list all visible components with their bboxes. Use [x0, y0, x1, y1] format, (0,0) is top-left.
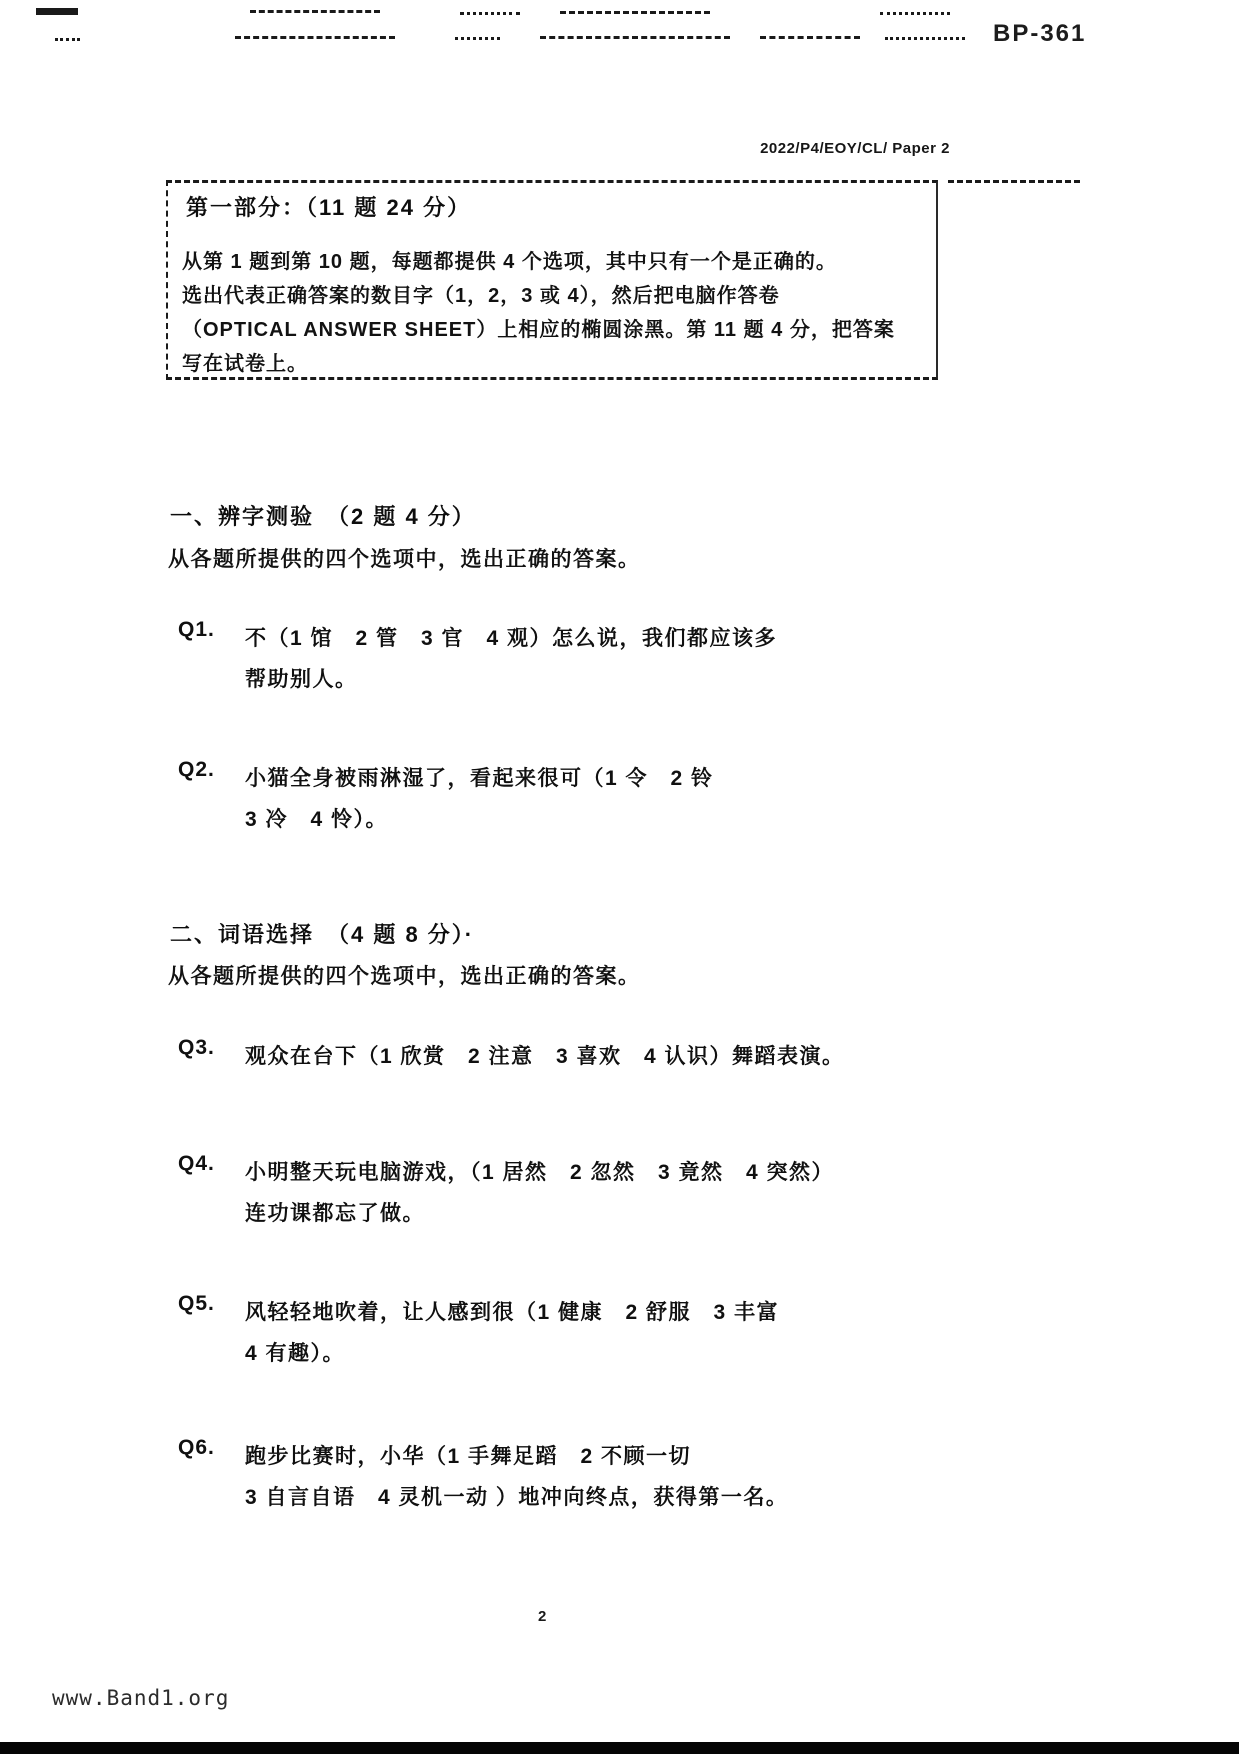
watermark-url: www.Band1.org — [52, 1686, 230, 1710]
document-reference: 2022/P4/EOY/CL/ Paper 2 — [760, 140, 950, 157]
question-line: 不（1 馆 2 管 3 官 4 观）怎么说，我们都应该多 — [245, 627, 778, 650]
part1-instruction-box — [166, 180, 938, 380]
question-q3 — [178, 1036, 1078, 1087]
question-text — [245, 618, 1078, 700]
question-q1 — [178, 618, 1078, 700]
question-line — [245, 1077, 1078, 1087]
scan-artifact — [55, 38, 80, 41]
scan-artifact — [560, 11, 710, 14]
question-line: 帮助别人。 — [245, 668, 358, 691]
scan-artifact — [250, 10, 380, 13]
question-line: 3 自言自语 4 灵机一动 ）地冲向终点，获得第一名。 — [245, 1486, 789, 1509]
question-q5 — [178, 1292, 1078, 1374]
scan-artifact — [760, 36, 860, 39]
question-q6 — [178, 1436, 1078, 1518]
question-label: Q2. — [178, 758, 215, 781]
question-text — [245, 758, 1078, 840]
question-q2 — [178, 758, 1078, 840]
question-line: 小猫全身被雨淋湿了，看起来很可（1 令 2 铃 — [245, 767, 714, 790]
question-label: Q6. — [178, 1436, 215, 1459]
question-line: 3 冷 4 怜）。 — [245, 808, 389, 831]
page-code: BP-361 — [993, 20, 1087, 47]
part1-instructions — [182, 245, 922, 381]
question-label: Q3. — [178, 1036, 215, 1059]
question-line: 4 有趣）。 — [245, 1342, 346, 1365]
part1-instruction-line: 选出代表正确答案的数目字（1，2，3 或 4），然后把电脑作答卷 — [182, 285, 780, 307]
question-text — [245, 1036, 1078, 1087]
question-line: 观众在台下（1 欣赏 2 注意 3 喜欢 4 认识）舞蹈表演。 — [245, 1045, 845, 1068]
scan-artifact — [540, 36, 730, 39]
question-label: Q4. — [178, 1152, 215, 1175]
part1-title: 第一部分：（11 题 24 分） — [186, 195, 472, 220]
scan-artifact — [460, 12, 520, 15]
part1-instruction-line: （OPTICAL ANSWER SHEET）上相应的椭圆涂黑。第 11 题 4 分，把答案 — [182, 319, 895, 341]
scan-artifact — [948, 180, 1080, 183]
section1-instruction: 从各题所提供的四个选项中，选出正确的答案。 — [168, 548, 641, 571]
scan-artifact — [885, 37, 965, 40]
part1-instruction-line: 写在试卷上。 — [182, 353, 308, 375]
section1-heading: 一、辨字测验 （2 题 4 分） — [170, 504, 476, 529]
question-line: 小明整天玩电脑游戏，（1 居然 2 忽然 3 竟然 4 突然） — [245, 1161, 835, 1184]
question-text — [245, 1152, 1078, 1234]
question-text — [245, 1292, 1078, 1374]
scan-artifact — [235, 36, 395, 39]
section2-instruction: 从各题所提供的四个选项中，选出正确的答案。 — [168, 965, 641, 988]
question-line: 连功课都忘了做。 — [245, 1202, 425, 1225]
scan-bottom-bar — [0, 1742, 1239, 1754]
scan-artifact — [880, 12, 950, 15]
scan-artifact — [36, 8, 78, 15]
question-line: 跑步比赛时，小华（1 手舞足蹈 2 不顾一切 — [245, 1445, 692, 1468]
section2-heading: 二、词语选择 （4 题 8 分）· — [170, 922, 475, 947]
question-label: Q1. — [178, 618, 215, 641]
question-line: 风轻轻地吹着，让人感到很（1 健康 2 舒服 3 丰富 — [245, 1301, 780, 1324]
question-q4 — [178, 1152, 1078, 1234]
question-text — [245, 1436, 1078, 1518]
part1-instruction-line: 从第 1 题到第 10 题，每题都提供 4 个选项，其中只有一个是正确的。 — [182, 251, 837, 273]
scan-artifact — [455, 37, 500, 40]
page-number: 2 — [538, 1608, 547, 1625]
question-label: Q5. — [178, 1292, 215, 1315]
